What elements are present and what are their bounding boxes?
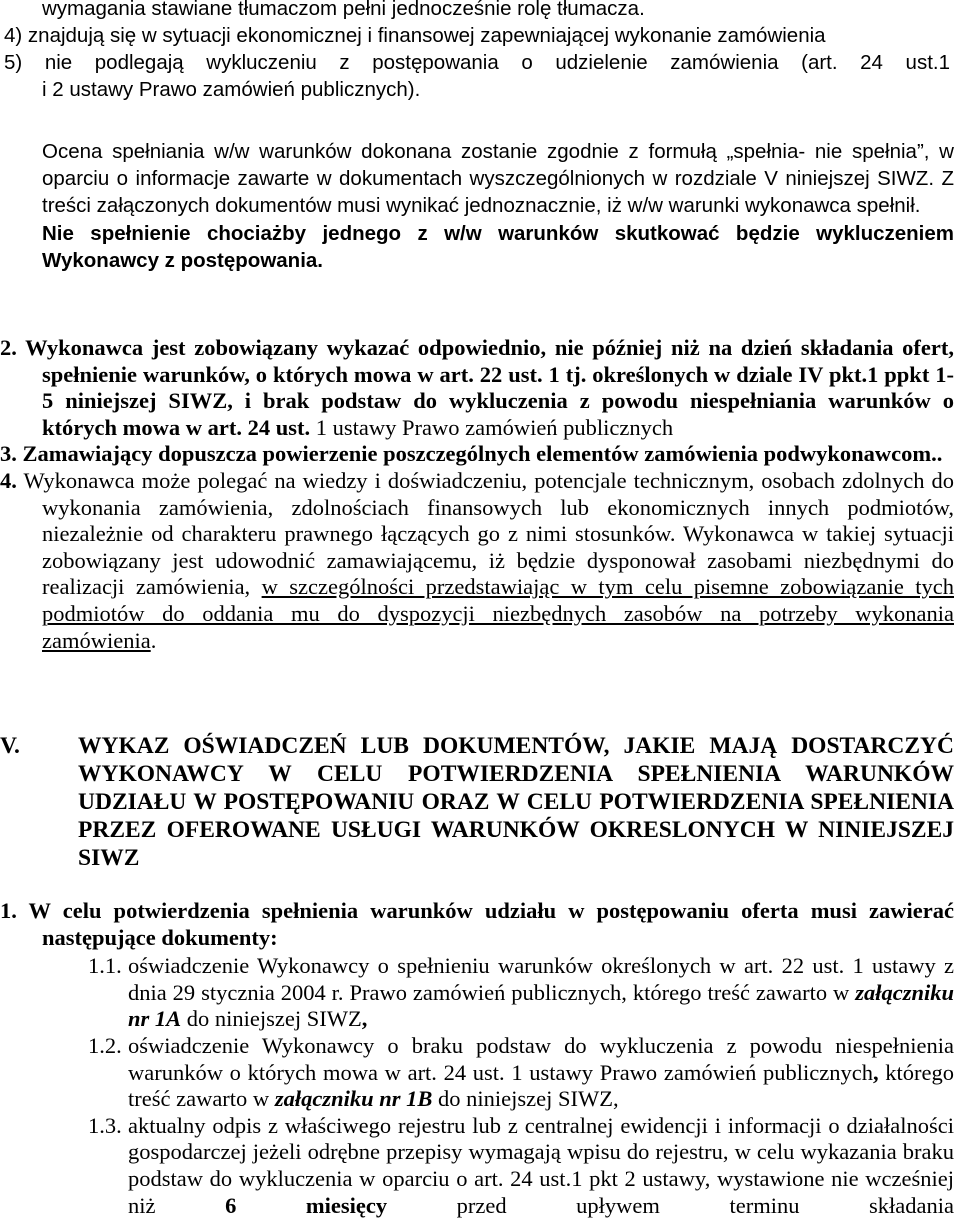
sub-item-1-2-comma: , xyxy=(872,1059,879,1085)
ocena-warning: Nie spełnienie chociażby jednego z w/w warunków skutkować będzie wykluczeniem Wykonawcy z postępowania. xyxy=(42,222,954,272)
sub-item-1-1-comma: , xyxy=(361,1006,368,1032)
section-5-number: V. xyxy=(0,733,20,759)
sub-item-1-3-emph: 6 miesięcy xyxy=(225,1192,388,1218)
item-2 xyxy=(0,335,954,441)
item-3: 3. Zamawiający dopuszcza powierzenie poszczególnych elementów zamówienia podwykonawcom.. xyxy=(0,441,943,467)
item-4-text: Wykonawca może polegać na wiedzy i doświadczeniu, potencjale technicznym, osobach zdolnych do wykonania zamówienia, zdolnościach finansowych lub ekonomicznych innych podmiotów, niezależnie od charakteru prawnego łączących go z nimi stosunków. Wykonawca w takiej sytuacji zobowiązany jest udowodnić zamawiającemu, iż będzie dysponował zasobami niezbędnymi do realizacji zamówienia, xyxy=(16,467,954,600)
sub-item-1-1-post: do niniejszej SIWZ xyxy=(181,1006,362,1032)
section-1-heading: 1. W celu potwierdzenia spełnienia warunków udziału w postępowaniu oferta musi zawierać następujące dokumenty: xyxy=(0,898,954,950)
sub-item-1-2-emph: załączniku nr 1B xyxy=(274,1086,433,1112)
ocena-paragraph: Ocena spełniania w/w warunków dokonana zostanie zgodnie z formułą „spełnia- nie spełnia”, w oparciu o informacje zawarte w dokumentach wyszczególnionych w rozdziale V niniejszej SIWZ. Z treści załączonych dokumentów musi wynikać jednoznacznie, iż w/w warunki wykonawca spełnił. xyxy=(42,140,954,217)
section-5-title: WYKAZ OŚWIADCZEŃ LUB DOKUMENTÓW, JAKIE MAJĄ DOSTARCZYĆ WYKONAWCY W CELU POTWIERDZENIA SPEŁNIENIA WARUNKÓW UDZIAŁU W POSTĘPOWANIU ORAZ W CELU POTWIERDZENIA SPEŁNIENIA PRZEZ OFEROWANE USŁUGI WARUNKÓW OKRESLONYCH W NINIEJSZEJ SIWZ xyxy=(78,733,954,871)
sub-item-1-3-pre: aktualny odpis z właściwego rejestru lub z centralnej ewidencji i informacji o działalności gospodarczej jeżeli odrębne przepisy wymagają wpisu do rejestru, w celu wykazania braku podstaw do wykluczenia w oparciu o art. 24 ust.1 pkt 2 ustawy, wystawione nie wcześniej niż xyxy=(128,1112,954,1218)
list-item-5-line2: i 2 ustawy Prawo zamówień publicznych). xyxy=(42,78,421,101)
ocena-block xyxy=(42,138,954,274)
sub-item-1-1-emph: załączniku nr 1A xyxy=(128,979,954,1032)
item-2-normal: 1 ustawy Prawo zamówień publicznych xyxy=(310,414,674,440)
item-4-end: . xyxy=(150,627,157,653)
sub-item-1-2-mid: którego treść zawarto w xyxy=(128,1059,955,1112)
sub-item-1-2-pre: oświadczenie Wykonawcy o braku podstaw do wykluczenia z powodu niespełnienia warunków o których mowa w art. 24 ust. 1 ustawy Prawo zamówień publicznych xyxy=(128,1032,954,1085)
requirements-list xyxy=(0,335,954,654)
section-5-heading xyxy=(0,732,954,872)
sub-item-1-3-text xyxy=(128,1113,954,1219)
continued-line: wymagania stawiane tłumaczom pełni jednocześnie rolę tłumacza. xyxy=(42,0,645,20)
item-4-number: 4. xyxy=(0,467,17,493)
sub-item-1-1 xyxy=(0,953,954,1033)
list-item-5-line1: 5) nie podlegają wykluczeniu z postępowania o udzielenie zamówienia (art. 24 ust.1 xyxy=(4,51,950,74)
sub-item-1-3-number: 1.3. xyxy=(88,1112,122,1138)
item-2-bold: 2. Wykonawca jest zobowiązany wykazać odpowiednio, nie później niż na dzień składania ofert, spełnienie warunków, o których mowa w art. 22 ust. 1 tj. określonych w dziale IV pkt.1 ppkt 1-5 niniejszej SIWZ, i brak podstaw do wykluczenia z powodu niespełniania warunków o których mowa w art. 24 ust. xyxy=(0,335,954,440)
item-4-underlined: w szczególności przedstawiając w tym celu pisemne zobowiązanie tych podmiotów do oddania mu do dyspozycji niezbędnych zasobów na potrzeby wykonania zamówienia xyxy=(42,574,954,653)
top-list xyxy=(4,0,950,103)
sub-item-1-3-post: przed upływem terminu składania xyxy=(387,1192,954,1218)
sub-item-1-2-text xyxy=(128,1033,954,1113)
sub-item-1-1-text xyxy=(128,953,954,1033)
sub-item-1-1-pre: oświadczenie Wykonawcy o spełnieniu warunków określonych w art. 22 ust. 1 ustawy z dnia 29 stycznia 2004 r. Prawo zamówień publicznych, którego treść zawarto w xyxy=(128,953,954,1005)
section-1 xyxy=(0,898,954,1219)
sub-item-1-2 xyxy=(0,1033,954,1113)
item-4 xyxy=(0,468,954,654)
sub-item-1-2-post: do niniejszej SIWZ, xyxy=(432,1086,619,1112)
sub-item-1-2-number: 1.2. xyxy=(88,1032,122,1058)
sub-item-1-1-number: 1.1. xyxy=(88,953,122,979)
sub-item-1-3 xyxy=(0,1113,954,1219)
list-item-4: 4) znajdują się w sytuacji ekonomicznej i finansowej zapewniającej wykonanie zamówienia xyxy=(4,24,826,47)
